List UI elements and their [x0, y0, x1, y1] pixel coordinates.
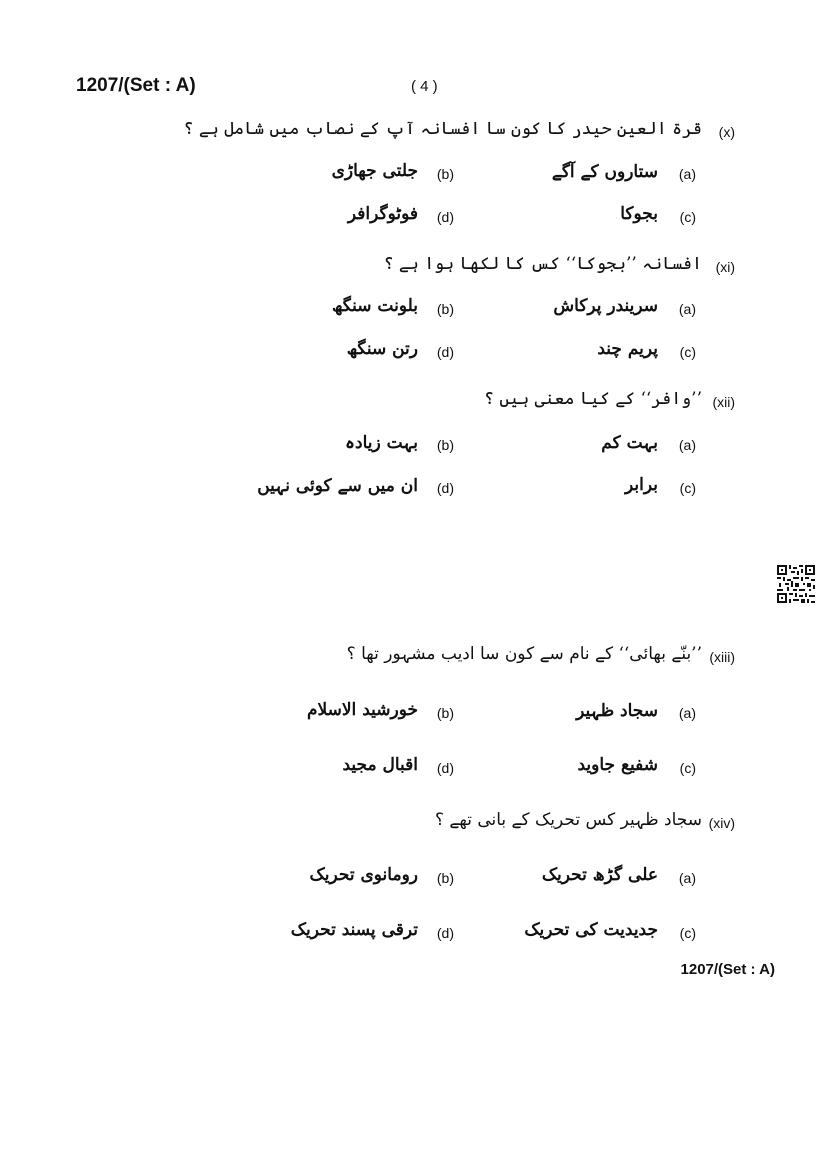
option-text: بجوکا	[620, 204, 658, 224]
option-text: برابر	[625, 475, 658, 495]
option-text: بہت زیادہ	[345, 433, 418, 453]
question-number: (xii)	[712, 394, 735, 410]
option-text: بہت کم	[601, 433, 658, 453]
option-text: شفیع جاوید	[577, 755, 658, 775]
option-label: (d)	[436, 480, 454, 496]
option-text: سجاد ظہیر	[576, 701, 658, 721]
option-text: ان میں سے کوئی نہیں	[257, 476, 418, 496]
option-text: رومانوی تحریک	[309, 865, 418, 885]
paper-code-footer: 1207/(Set : A)	[680, 961, 775, 978]
question-text: ’’وافر‘‘ کے کیا معنی ہیں ؟	[484, 389, 702, 409]
option-text: سریندر پرکاش	[553, 296, 658, 316]
option-label: (c)	[679, 344, 696, 360]
option-label: (b)	[436, 166, 454, 182]
option-label: (a)	[678, 166, 696, 182]
option-text: جدیدیت کی تحریک	[524, 920, 658, 940]
question-number: (xiii)	[709, 649, 735, 665]
option-label: (b)	[436, 870, 454, 886]
option-text: رتن سنگھ	[346, 339, 418, 359]
paper-code-header: 1207/(Set : A)	[76, 75, 196, 96]
option-text: فوٹوگرافر	[347, 204, 418, 224]
option-label: (b)	[436, 705, 454, 721]
option-text: بلونت سنگھ	[332, 296, 418, 316]
option-label: (c)	[679, 925, 696, 941]
option-text: جلتی جھاڑی	[331, 161, 418, 181]
option-label: (c)	[679, 760, 696, 776]
question-text: افسانہ ’’بجوکا‘‘ کس کا لکھا ہوا ہے ؟	[383, 254, 702, 274]
option-label: (b)	[436, 301, 454, 317]
question-number: (x)	[718, 124, 735, 140]
question-text: سجاد ظہیر کس تحریک کے بانی تھے ؟	[434, 810, 702, 830]
option-label: (d)	[436, 925, 454, 941]
option-text: خورشید الاسلام	[306, 700, 418, 720]
option-label: (a)	[678, 870, 696, 886]
option-label: (a)	[678, 705, 696, 721]
option-text: اقبال مجید	[342, 755, 418, 775]
option-text: ستاروں کے آگے	[551, 162, 658, 182]
option-label: (a)	[678, 437, 696, 453]
option-label: (b)	[436, 437, 454, 453]
option-label: (d)	[436, 344, 454, 360]
option-label: (d)	[436, 760, 454, 776]
question-text: ’’بنّے بھائی‘‘ کے نام سے کون سا ادیب مشہور تھا ؟	[346, 644, 702, 664]
option-label: (c)	[679, 209, 696, 225]
option-label: (a)	[678, 301, 696, 317]
question-number: (xi)	[715, 259, 735, 275]
option-text: ترقی پسند تحریک	[290, 920, 418, 940]
qr-code-icon	[777, 565, 815, 603]
option-text: پریم چند	[597, 339, 658, 359]
option-label: (c)	[679, 480, 696, 496]
question-number: (xiv)	[708, 815, 735, 831]
option-label: (d)	[436, 209, 454, 225]
question-text: قرۃ العین حیدر کا کون سا افسانہ آپ کے نصاب میں شامل ہے ؟	[183, 119, 702, 139]
page-number: ( 4 )	[411, 78, 438, 95]
option-text: علی گڑھ تحریک	[541, 865, 658, 885]
